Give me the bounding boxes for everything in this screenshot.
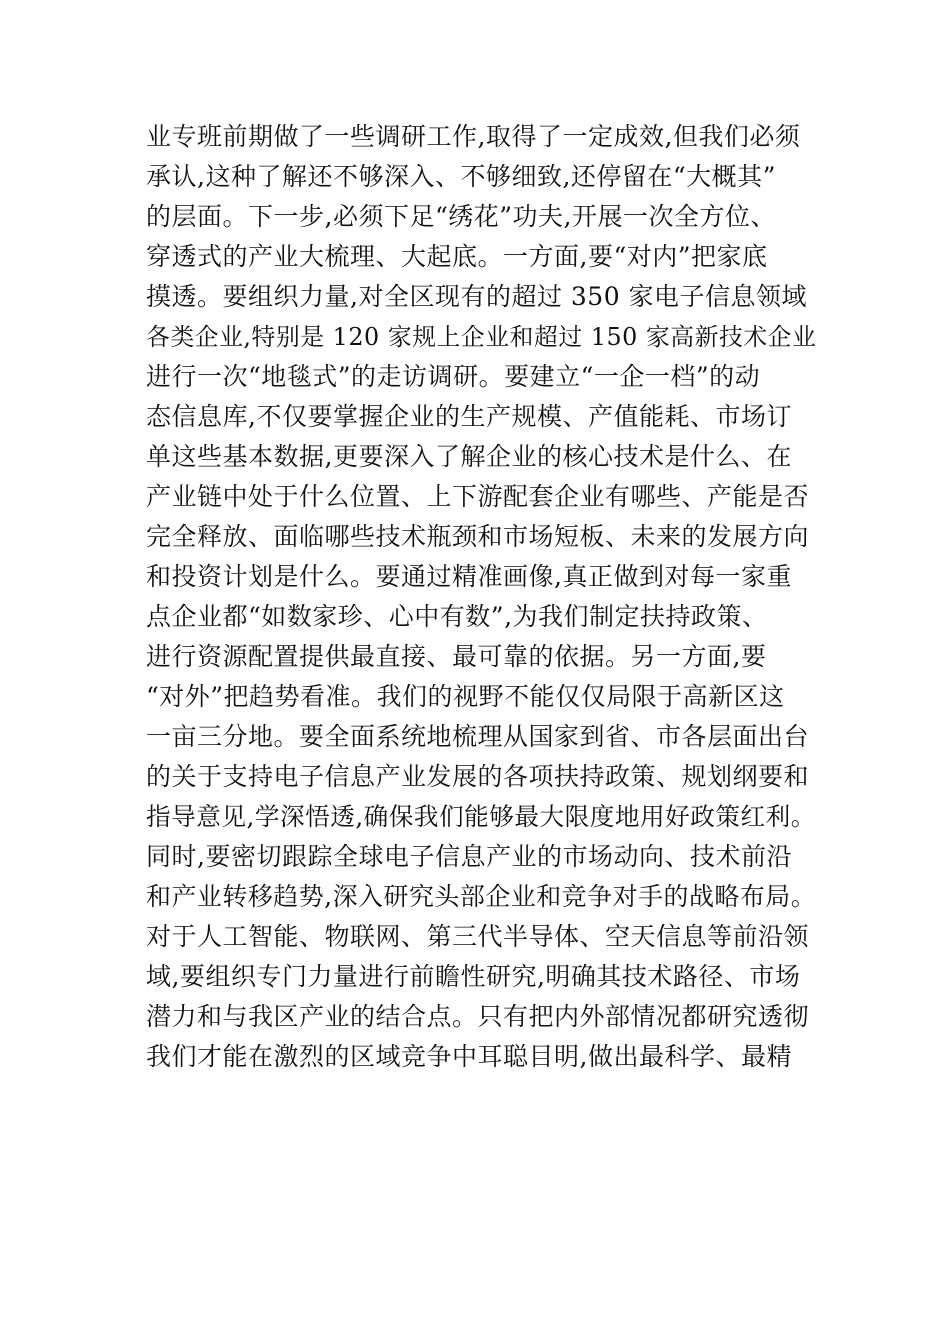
text-line: 和投资计划是什么。要通过精准画像,真正做到对每一家重 [146, 562, 792, 591]
text-line: 同时,要密切跟踪全球电子信息产业的市场动向、技术前沿 [146, 842, 792, 871]
text-line: 穿透式的产业大梳理、大起底。一方面,要“对内”把家底 [146, 242, 768, 271]
text-line: 进行一次“地毯式”的走访调研。要建立“一企一档”的动 [146, 362, 761, 391]
text-line: 和产业转移趋势,深入研究头部企业和竞争对手的战略布局。 [146, 882, 817, 911]
text-line: “对外”把趋势看准。我们的视野不能仅仅局限于高新区这 [146, 682, 785, 711]
text-line: 承认,这种了解还不够深入、不够细致,还停留在“大概其” [146, 162, 776, 191]
text-line: 潜力和与我区产业的结合点。只有把内外部情况都研究透彻 [146, 1002, 810, 1031]
text-line: 我们才能在激烈的区域竞争中耳聪目明,做出最科学、最精 [146, 1042, 792, 1071]
text-line: 业专班前期做了一些调研工作,取得了一定成效,但我们必须 [146, 122, 801, 151]
text-line: 点企业都“如数家珍、心中有数”,为我们制定扶持政策、 [146, 602, 768, 631]
text-line: 各类企业,特别是 120 家规上企业和超过 150 家高新技术企业 [146, 323, 817, 351]
body-paragraph [146, 117, 816, 1077]
text-line: 完全释放、面临哪些技术瓶颈和市场短板、未来的发展方向 [146, 522, 810, 551]
text-line: 对于人工智能、物联网、第三代半导体、空天信息等前沿领 [146, 922, 810, 951]
text-line: 单这些基本数据,更要深入了解企业的核心技术是什么、在 [146, 442, 792, 471]
text-line: 态信息库,不仅要掌握企业的生产规模、产值能耗、市场订 [146, 402, 792, 431]
text-line: 一亩三分地。要全面系统地梳理从国家到省、市各层面出台 [146, 722, 810, 751]
text-line: 的关于支持电子信息产业发展的各项扶持政策、规划纲要和 [146, 762, 810, 791]
text-line: 摸透。要组织力量,对全区现有的超过 350 家电子信息领域 [146, 282, 808, 311]
text-line: 产业链中处于什么位置、上下游配套企业有哪些、产能是否 [146, 482, 810, 511]
text-line: 进行资源配置提供最直接、最可靠的依据。另一方面,要 [146, 642, 767, 671]
text-line: 域,要组织专门力量进行前瞻性研究,明确其技术路径、市场 [146, 962, 801, 991]
text-line: 指导意见,学深悟透,确保我们能够最大限度地用好政策红利。 [146, 802, 816, 831]
text-line: 的层面。下一步,必须下足“绣花”功夫,开展一次全方位、 [146, 202, 776, 231]
